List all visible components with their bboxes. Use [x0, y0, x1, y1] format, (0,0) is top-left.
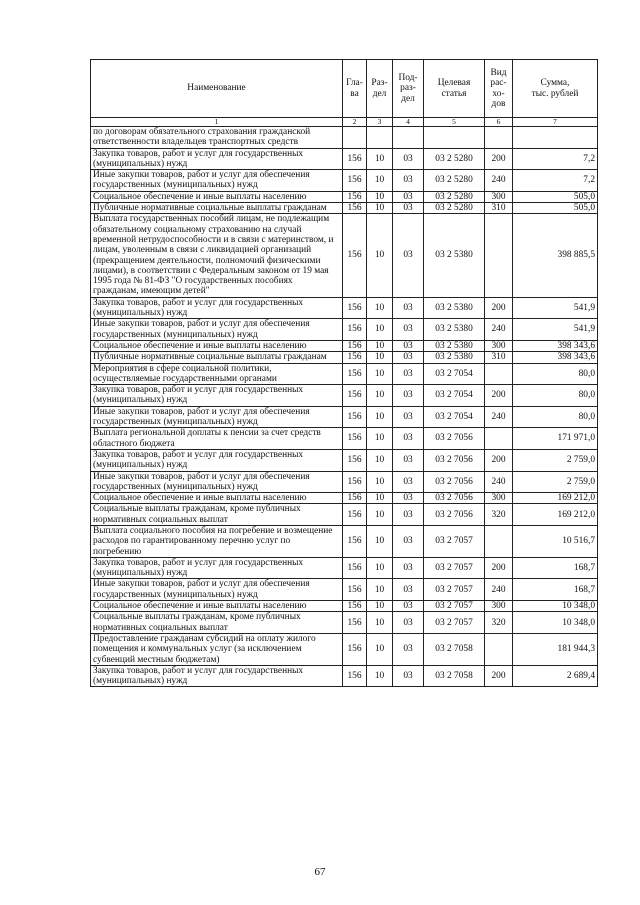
cell-subsection: 03 [393, 471, 424, 493]
table-row [91, 363, 598, 385]
cell-subsection: 03 [393, 504, 424, 526]
table-row [91, 612, 598, 634]
cell-subsection: 03 [393, 203, 424, 214]
cell-subsection: 03 [393, 449, 424, 471]
cell-name: Закупка товаров, работ и услуг для государственных (муниципальных) нужд [91, 449, 343, 471]
cell-chapter: 156 [343, 148, 367, 170]
cell-chapter: 156 [343, 633, 367, 665]
cell-expense [485, 127, 513, 149]
cell-name: Иные закупки товаров, работ и услуг для обеспечения государственных (муниципальных) нужд [91, 471, 343, 493]
cell-name: Иные закупки товаров, работ и услуг для обеспечения государственных (муниципальных) нужд [91, 170, 343, 192]
cell-sum: 169 212,0 [513, 493, 598, 504]
table-row [91, 319, 598, 341]
cell-target: 03 2 5280 [424, 148, 485, 170]
cell-chapter: 156 [343, 428, 367, 450]
cell-chapter: 156 [343, 471, 367, 493]
cell-expense: 200 [485, 665, 513, 687]
cell-name: Социальное обеспечение и иные выплаты населению [91, 340, 343, 351]
cell-target: 03 2 7058 [424, 633, 485, 665]
cell-subsection: 03 [393, 428, 424, 450]
cell-subsection: 03 [393, 633, 424, 665]
cell-chapter: 156 [343, 191, 367, 202]
column-number: 4 [393, 118, 424, 127]
cell-subsection: 03 [393, 214, 424, 297]
cell-expense [485, 214, 513, 297]
cell-sum: 2 759,0 [513, 449, 598, 471]
cell-chapter: 156 [343, 612, 367, 634]
table-row [91, 214, 598, 297]
cell-chapter: 156 [343, 170, 367, 192]
cell-chapter: 156 [343, 601, 367, 612]
cell-name: Социальные выплаты гражданам, кроме публичных нормативных социальных выплат [91, 612, 343, 634]
cell-name: Публичные нормативные социальные выплаты гражданам [91, 352, 343, 363]
column-number: 1 [91, 118, 343, 127]
header-sum [513, 60, 598, 118]
cell-expense [485, 525, 513, 557]
cell-sum: 181 944,3 [513, 633, 598, 665]
table-body [91, 127, 598, 687]
cell-expense [485, 363, 513, 385]
table-row [91, 385, 598, 407]
cell-sum: 80,0 [513, 385, 598, 407]
cell-section: 10 [367, 319, 393, 341]
cell-name: Иные закупки товаров, работ и услуг для обеспечения государственных (муниципальных) нужд [91, 406, 343, 428]
cell-section: 10 [367, 170, 393, 192]
cell-expense: 200 [485, 148, 513, 170]
header-chapter [343, 60, 367, 118]
cell-target: 03 2 7057 [424, 612, 485, 634]
cell-chapter: 156 [343, 665, 367, 687]
cell-subsection: 03 [393, 385, 424, 407]
cell-expense [485, 633, 513, 665]
table-row [91, 633, 598, 665]
table-row [91, 504, 598, 526]
cell-section: 10 [367, 340, 393, 351]
cell-section: 10 [367, 557, 393, 579]
cell-name: Закупка товаров, работ и услуг для государственных (муниципальных) нужд [91, 385, 343, 407]
cell-name: Предоставление гражданам субсидий на оплату жилого помещения и коммунальных услуг (за исключением субвенций местным бюджетам) [91, 633, 343, 665]
cell-name: Социальные выплаты гражданам, кроме публичных нормативных социальных выплат [91, 504, 343, 526]
budget-table [90, 59, 598, 687]
cell-subsection: 03 [393, 579, 424, 601]
cell-subsection [393, 127, 424, 149]
header-target [424, 60, 485, 118]
cell-expense: 200 [485, 557, 513, 579]
cell-subsection: 03 [393, 557, 424, 579]
table-row [91, 471, 598, 493]
cell-chapter: 156 [343, 525, 367, 557]
cell-expense: 240 [485, 319, 513, 341]
cell-target: 03 2 7056 [424, 428, 485, 450]
cell-expense: 240 [485, 471, 513, 493]
cell-name: Иные закупки товаров, работ и услуг для обеспечения государственных (муниципальных) нужд [91, 319, 343, 341]
header-expense-text: Вид рас- хо- дов [490, 67, 507, 109]
cell-sum: 398 343,6 [513, 352, 598, 363]
cell-chapter: 156 [343, 340, 367, 351]
cell-section: 10 [367, 191, 393, 202]
cell-name: Социальное обеспечение и иные выплаты населению [91, 493, 343, 504]
table-row [91, 148, 598, 170]
cell-sum: 171 971,0 [513, 428, 598, 450]
cell-name: Закупка товаров, работ и услуг для государственных (муниципальных) нужд [91, 557, 343, 579]
cell-target: 03 2 7054 [424, 406, 485, 428]
cell-expense: 300 [485, 340, 513, 351]
cell-target: 03 2 7056 [424, 504, 485, 526]
cell-subsection: 03 [393, 297, 424, 319]
table-row [91, 191, 598, 202]
table-row [91, 340, 598, 351]
cell-subsection: 03 [393, 406, 424, 428]
cell-sum: 2 689,4 [513, 665, 598, 687]
cell-chapter: 156 [343, 352, 367, 363]
table-row [91, 557, 598, 579]
cell-section: 10 [367, 406, 393, 428]
cell-subsection: 03 [393, 319, 424, 341]
cell-section: 10 [367, 214, 393, 297]
cell-target: 03 2 7056 [424, 449, 485, 471]
cell-section: 10 [367, 148, 393, 170]
cell-section: 10 [367, 449, 393, 471]
table-row [91, 449, 598, 471]
cell-name: Выплата социального пособия на погребение и возмещение расходов по гарантированному перечню услуг по погребению [91, 525, 343, 557]
cell-sum: 505,0 [513, 203, 598, 214]
cell-section: 10 [367, 525, 393, 557]
cell-target: 03 2 7054 [424, 385, 485, 407]
cell-target: 03 2 5380 [424, 214, 485, 297]
cell-sum: 541,9 [513, 297, 598, 319]
cell-target: 03 2 5380 [424, 319, 485, 341]
cell-name: Социальное обеспечение и иные выплаты населению [91, 601, 343, 612]
table-row [91, 493, 598, 504]
header-row [91, 60, 598, 118]
cell-target: 03 2 7057 [424, 579, 485, 601]
cell-target [424, 127, 485, 149]
header-name: Наименование [91, 60, 343, 118]
cell-sum: 505,0 [513, 191, 598, 202]
cell-section: 10 [367, 203, 393, 214]
cell-sum: 169 212,0 [513, 504, 598, 526]
header-sum-text: Сумма, тыс. рублей [531, 78, 579, 99]
cell-chapter: 156 [343, 297, 367, 319]
cell-expense: 300 [485, 191, 513, 202]
cell-section: 10 [367, 297, 393, 319]
cell-sum: 2 759,0 [513, 471, 598, 493]
cell-chapter: 156 [343, 203, 367, 214]
page-number: 67 [314, 866, 326, 878]
cell-name: Выплата региональной доплаты к пенсии за счет средств областного бюджета [91, 428, 343, 450]
cell-chapter: 156 [343, 493, 367, 504]
header-section-text: Раз- дел [371, 78, 388, 99]
cell-expense: 240 [485, 579, 513, 601]
column-number-row [91, 118, 598, 127]
table-row [91, 406, 598, 428]
column-number: 7 [513, 118, 598, 127]
cell-expense [485, 428, 513, 450]
cell-section: 10 [367, 428, 393, 450]
cell-name: Закупка товаров, работ и услуг для государственных (муниципальных) нужд [91, 665, 343, 687]
cell-sum: 398 885,5 [513, 214, 598, 297]
cell-target: 03 2 5280 [424, 170, 485, 192]
cell-name: Иные закупки товаров, работ и услуг для обеспечения государственных (муниципальных) нужд [91, 579, 343, 601]
cell-target: 03 2 7056 [424, 471, 485, 493]
cell-section: 10 [367, 385, 393, 407]
cell-section: 10 [367, 471, 393, 493]
cell-expense: 320 [485, 504, 513, 526]
table-row [91, 525, 598, 557]
cell-subsection: 03 [393, 612, 424, 634]
cell-subsection: 03 [393, 352, 424, 363]
cell-name: Закупка товаров, работ и услуг для государственных (муниципальных) нужд [91, 148, 343, 170]
cell-expense: 310 [485, 203, 513, 214]
cell-expense: 200 [485, 297, 513, 319]
cell-target: 03 2 5380 [424, 297, 485, 319]
table-row [91, 579, 598, 601]
cell-subsection: 03 [393, 363, 424, 385]
cell-expense: 310 [485, 352, 513, 363]
cell-sum: 10 348,0 [513, 612, 598, 634]
cell-name: Социальное обеспечение и иные выплаты населению [91, 191, 343, 202]
cell-expense: 200 [485, 385, 513, 407]
header-section [367, 60, 393, 118]
cell-expense: 240 [485, 406, 513, 428]
table-row [91, 428, 598, 450]
table-row [91, 297, 598, 319]
column-number: 5 [424, 118, 485, 127]
cell-chapter: 156 [343, 214, 367, 297]
cell-sum: 7,2 [513, 170, 598, 192]
column-number: 2 [343, 118, 367, 127]
table-row [91, 127, 598, 149]
cell-section: 10 [367, 504, 393, 526]
cell-chapter [343, 127, 367, 149]
cell-section: 10 [367, 633, 393, 665]
table-row [91, 601, 598, 612]
cell-section: 10 [367, 493, 393, 504]
header-expense [485, 60, 513, 118]
cell-section: 10 [367, 665, 393, 687]
column-number: 3 [367, 118, 393, 127]
cell-name: Публичные нормативные социальные выплаты гражданам [91, 203, 343, 214]
cell-target: 03 2 5380 [424, 340, 485, 351]
cell-section [367, 127, 393, 149]
header-subsection [393, 60, 424, 118]
cell-subsection: 03 [393, 148, 424, 170]
cell-subsection: 03 [393, 170, 424, 192]
cell-section: 10 [367, 352, 393, 363]
cell-chapter: 156 [343, 579, 367, 601]
cell-chapter: 156 [343, 385, 367, 407]
cell-expense: 200 [485, 449, 513, 471]
cell-target: 03 2 7057 [424, 557, 485, 579]
cell-sum: 168,7 [513, 557, 598, 579]
cell-subsection: 03 [393, 525, 424, 557]
cell-target: 03 2 7054 [424, 363, 485, 385]
cell-chapter: 156 [343, 319, 367, 341]
cell-section: 10 [367, 612, 393, 634]
table-row [91, 665, 598, 687]
cell-name: Мероприятия в сфере социальной политики, осуществляемые государственными органами [91, 363, 343, 385]
cell-chapter: 156 [343, 363, 367, 385]
cell-target: 03 2 7057 [424, 601, 485, 612]
header-subsection-text: Под- раз- дел [398, 73, 418, 104]
cell-section: 10 [367, 579, 393, 601]
cell-sum: 10 516,7 [513, 525, 598, 557]
cell-subsection: 03 [393, 493, 424, 504]
cell-expense: 240 [485, 170, 513, 192]
cell-sum: 7,2 [513, 148, 598, 170]
cell-target: 03 2 7056 [424, 493, 485, 504]
cell-sum: 168,7 [513, 579, 598, 601]
cell-expense: 300 [485, 493, 513, 504]
table-row [91, 170, 598, 192]
cell-subsection: 03 [393, 340, 424, 351]
cell-target: 03 2 5280 [424, 191, 485, 202]
column-number: 6 [485, 118, 513, 127]
cell-sum: 80,0 [513, 363, 598, 385]
cell-sum [513, 127, 598, 149]
cell-section: 10 [367, 363, 393, 385]
cell-subsection: 03 [393, 665, 424, 687]
header-chapter-text: Гла- ва [346, 78, 363, 99]
cell-chapter: 156 [343, 449, 367, 471]
table-row [91, 203, 598, 214]
cell-chapter: 156 [343, 406, 367, 428]
cell-expense: 300 [485, 601, 513, 612]
cell-target: 03 2 5280 [424, 203, 485, 214]
cell-sum: 80,0 [513, 406, 598, 428]
cell-chapter: 156 [343, 504, 367, 526]
cell-target: 03 2 5380 [424, 352, 485, 363]
cell-section: 10 [367, 601, 393, 612]
cell-target: 03 2 7058 [424, 665, 485, 687]
cell-expense: 320 [485, 612, 513, 634]
cell-name: Выплата государственных пособий лицам, не подлежащим обязательному социальному страхованию на случай временной нетрудоспособности и в связи с материнством, и лицам, уволенным в связи с ликвидацией организаций (прекращением деятельности, полномочий физическими лицами), в соответствии с Федеральным законом от 19 мая 1995 года № 81-ФЗ "О государственных пособиях гражданам, имеющим детей" [91, 214, 343, 297]
cell-subsection: 03 [393, 191, 424, 202]
cell-chapter: 156 [343, 557, 367, 579]
cell-subsection: 03 [393, 601, 424, 612]
cell-sum: 10 348,0 [513, 601, 598, 612]
cell-sum: 398 343,6 [513, 340, 598, 351]
cell-name: Закупка товаров, работ и услуг для государственных (муниципальных) нужд [91, 297, 343, 319]
table-row [91, 352, 598, 363]
cell-sum: 541,9 [513, 319, 598, 341]
cell-name: по договорам обязательного страхования гражданской ответственности владельцев транспортных средств [91, 127, 343, 149]
header-target-text: Целевая статья [437, 78, 471, 99]
cell-target: 03 2 7057 [424, 525, 485, 557]
